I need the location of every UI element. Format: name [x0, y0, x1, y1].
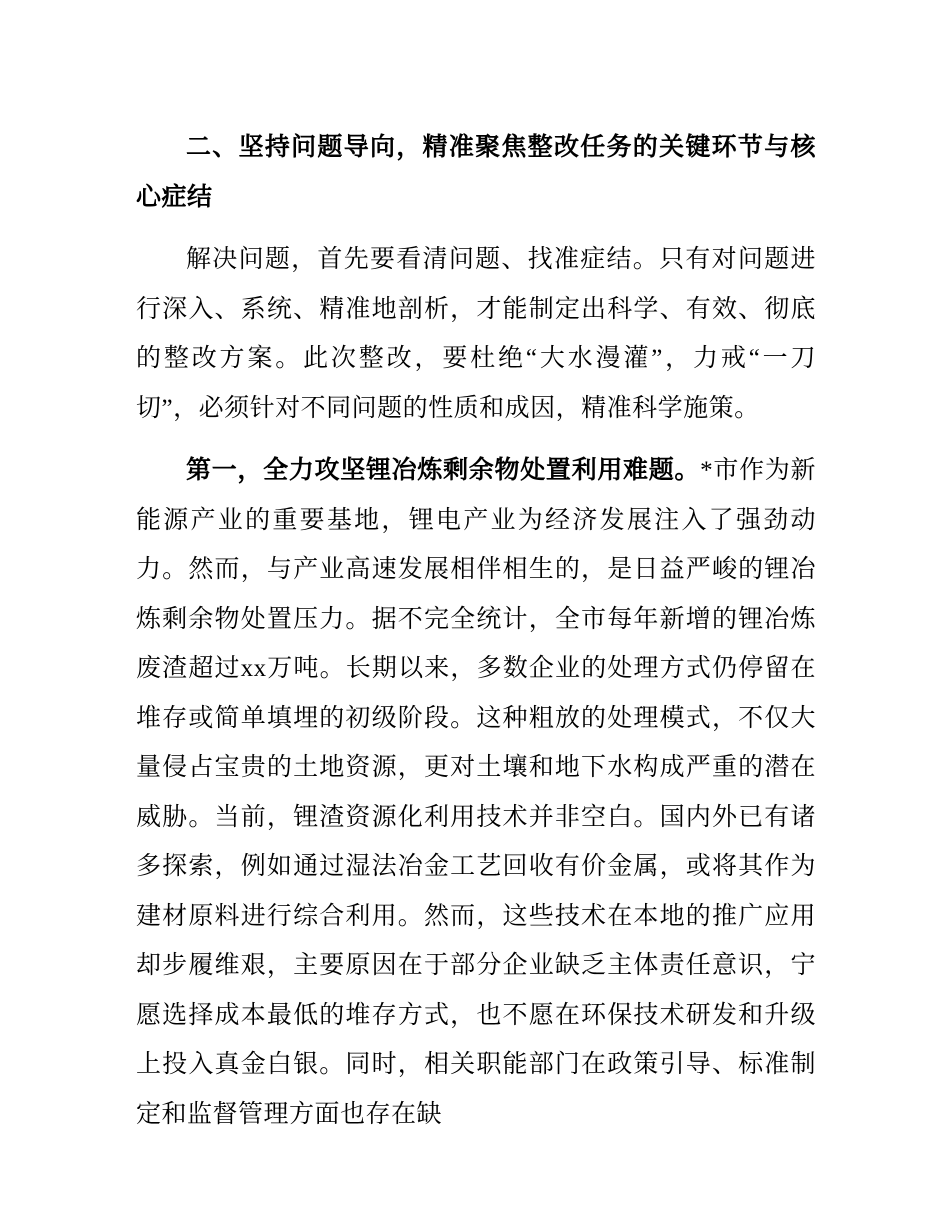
section-heading: 二、坚持问题导向，精准聚焦整改任务的关键环节与核心症结 — [136, 133, 816, 211]
paragraph-first-body-text: *市作为新能源产业的重要基地，锂电产业为经济发展注入了强劲动力。然而，与产业高速发展相伴相生的，是日益严峻的锂冶炼剩余物处置压力。据不完全统计，全市每年新增的锂冶炼废渣超过xx万吨。长期以来，多数企业的处理方式仍停留在堆存或简单填埋的初级阶段。这种粗放的处理模式，不仅大量侵占宝贵的土地资源，更对土壤和地下水构成严重的潜在威胁。当前，锂渣资源化利用技术并非空白。国内外已有诸多探索，例如通过湿法冶金工艺回收有价金属，或将其作为建材原料进行综合利用。然而，这些技术在本地的推广应用却步履维艰，主要原因在于部分企业缺乏主体责任意识，宁愿选择成本最低的堆存方式，也不愿在环保技术研发和升级上投入真金白银。同时，相关职能部门在政策引导、标准制定和监督管理方面也存在缺 — [136, 457, 816, 1128]
paragraph-first-lead-bold: 第一，全力攻坚锂冶炼剩余物处置利用难题。 — [186, 456, 701, 484]
document-body — [136, 123, 816, 1139]
paragraph-first-issue — [136, 446, 816, 1139]
paragraph-intro: 解决问题，首先要看清问题、找准症结。只有对问题进行深入、系统、精准地剖析，才能制定出科学、有效、彻底的整改方案。此次整改，要杜绝“大水漫灌”，力戒“一刀切”，必须针对不同问题的性质和成因，精准科学施策。 — [136, 246, 816, 422]
